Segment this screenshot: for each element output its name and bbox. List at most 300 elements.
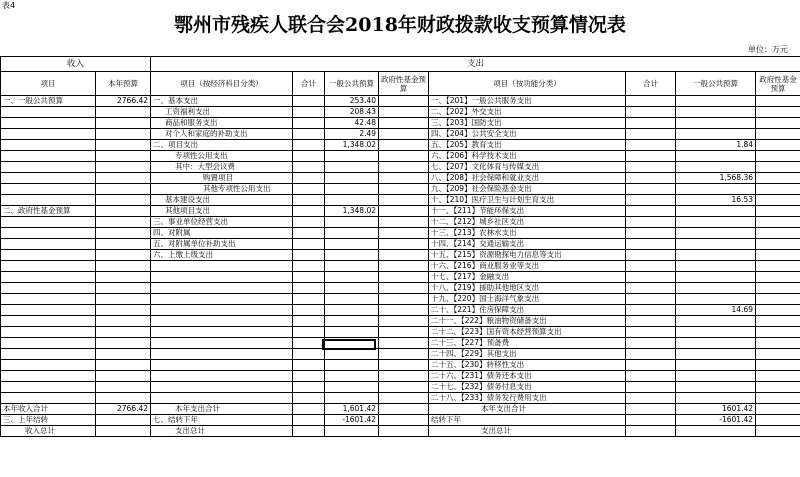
table-cell[interactable] xyxy=(293,316,325,327)
table-cell[interactable]: 2.49 xyxy=(325,129,379,140)
table-cell[interactable]: 十、【210】医疗卫生与计划生育支出 xyxy=(429,195,626,206)
table-cell[interactable] xyxy=(293,261,325,272)
table-cell[interactable] xyxy=(325,316,379,327)
table-cell[interactable] xyxy=(756,338,800,349)
table-cell[interactable] xyxy=(96,360,151,371)
table-cell[interactable]: 16.53 xyxy=(676,195,756,206)
table-cell[interactable] xyxy=(626,327,676,338)
table-cell[interactable] xyxy=(379,96,429,107)
table-cell[interactable] xyxy=(379,107,429,118)
table-cell[interactable]: 十九、【220】国土海洋气象支出 xyxy=(429,294,626,305)
table-cell[interactable] xyxy=(325,283,379,294)
table-cell[interactable] xyxy=(756,107,800,118)
table-cell[interactable] xyxy=(96,305,151,316)
table-cell[interactable] xyxy=(676,217,756,228)
table-cell[interactable] xyxy=(1,107,96,118)
table-cell[interactable] xyxy=(379,239,429,250)
table-cell[interactable] xyxy=(293,349,325,360)
table-cell[interactable] xyxy=(626,250,676,261)
table-cell[interactable] xyxy=(1,239,96,250)
table-cell[interactable] xyxy=(756,327,800,338)
table-cell[interactable] xyxy=(626,239,676,250)
table-cell[interactable]: 十八、【219】援助其他地区支出 xyxy=(429,283,626,294)
table-cell[interactable]: 十六、【216】商业服务业等支出 xyxy=(429,261,626,272)
table-cell[interactable] xyxy=(676,129,756,140)
table-cell[interactable] xyxy=(379,173,429,184)
table-cell[interactable] xyxy=(756,404,800,415)
table-cell[interactable] xyxy=(293,305,325,316)
table-cell[interactable] xyxy=(626,129,676,140)
table-cell[interactable] xyxy=(756,272,800,283)
table-cell[interactable] xyxy=(1,338,96,349)
table-cell[interactable] xyxy=(756,261,800,272)
table-cell[interactable] xyxy=(325,195,379,206)
table-cell[interactable] xyxy=(1,228,96,239)
table-cell[interactable] xyxy=(1,393,96,404)
table-cell[interactable] xyxy=(379,140,429,151)
table-cell[interactable]: 九、【209】社会保险基金支出 xyxy=(429,184,626,195)
table-cell[interactable] xyxy=(151,261,293,272)
table-cell[interactable] xyxy=(1,118,96,129)
table-cell[interactable] xyxy=(676,272,756,283)
table-cell[interactable] xyxy=(151,327,293,338)
table-cell[interactable] xyxy=(325,338,379,349)
table-cell[interactable] xyxy=(756,173,800,184)
table-cell[interactable] xyxy=(293,140,325,151)
table-cell[interactable] xyxy=(151,360,293,371)
table-cell[interactable] xyxy=(756,217,800,228)
table-cell[interactable] xyxy=(676,349,756,360)
table-cell[interactable]: 十三、【213】农林水支出 xyxy=(429,228,626,239)
table-cell[interactable] xyxy=(1,360,96,371)
table-cell[interactable] xyxy=(379,360,429,371)
table-cell[interactable] xyxy=(325,294,379,305)
table-cell[interactable]: 1,601.42 xyxy=(325,404,379,415)
table-cell[interactable] xyxy=(96,217,151,228)
table-cell[interactable] xyxy=(1,184,96,195)
table-cell[interactable] xyxy=(151,305,293,316)
table-cell[interactable]: 四、对附属 xyxy=(151,228,293,239)
table-cell[interactable]: 1,568.36 xyxy=(676,173,756,184)
table-cell[interactable] xyxy=(676,283,756,294)
table-cell[interactable]: 2766.42 xyxy=(96,96,151,107)
table-cell[interactable] xyxy=(379,305,429,316)
table-cell[interactable]: 五、【205】教育支出 xyxy=(429,140,626,151)
table-cell[interactable] xyxy=(96,327,151,338)
table-cell[interactable] xyxy=(626,140,676,151)
table-cell[interactable] xyxy=(293,338,325,349)
table-cell[interactable] xyxy=(626,228,676,239)
table-cell[interactable] xyxy=(325,360,379,371)
table-cell[interactable] xyxy=(676,118,756,129)
table-cell[interactable] xyxy=(96,206,151,217)
table-cell[interactable] xyxy=(379,294,429,305)
table-cell[interactable] xyxy=(96,129,151,140)
table-cell[interactable] xyxy=(96,239,151,250)
table-cell[interactable] xyxy=(676,206,756,217)
table-cell[interactable] xyxy=(756,371,800,382)
table-cell[interactable]: 专项性公用支出 xyxy=(151,151,293,162)
table-cell[interactable] xyxy=(293,162,325,173)
table-cell[interactable] xyxy=(379,228,429,239)
table-cell[interactable] xyxy=(325,162,379,173)
table-cell[interactable] xyxy=(379,118,429,129)
table-cell[interactable] xyxy=(1,250,96,261)
table-cell[interactable] xyxy=(379,261,429,272)
table-cell[interactable] xyxy=(626,393,676,404)
table-cell[interactable] xyxy=(676,239,756,250)
table-cell[interactable] xyxy=(293,129,325,140)
table-cell[interactable] xyxy=(756,415,800,426)
table-cell[interactable] xyxy=(325,250,379,261)
table-cell[interactable] xyxy=(151,316,293,327)
table-cell[interactable]: 本年支出合计 xyxy=(429,404,626,415)
table-cell[interactable] xyxy=(151,371,293,382)
table-cell[interactable] xyxy=(626,338,676,349)
table-cell[interactable] xyxy=(1,316,96,327)
table-cell[interactable] xyxy=(325,371,379,382)
table-cell[interactable]: 一、【201】一般公共服务支出 xyxy=(429,96,626,107)
table-cell[interactable]: 支出总计 xyxy=(151,426,293,437)
table-cell[interactable]: 本年支出合计 xyxy=(151,404,293,415)
table-cell[interactable]: 1,348.02 xyxy=(325,206,379,217)
table-cell[interactable] xyxy=(379,327,429,338)
table-cell[interactable] xyxy=(1,305,96,316)
table-cell[interactable] xyxy=(1,272,96,283)
table-cell[interactable]: 三、事业单位经营支出 xyxy=(151,217,293,228)
table-cell[interactable] xyxy=(756,162,800,173)
table-cell[interactable] xyxy=(293,327,325,338)
table-cell[interactable] xyxy=(325,349,379,360)
table-cell[interactable]: 十四、【214】交通运输支出 xyxy=(429,239,626,250)
table-cell[interactable] xyxy=(676,184,756,195)
table-cell[interactable] xyxy=(626,151,676,162)
table-cell[interactable]: 14.69 xyxy=(676,305,756,316)
table-cell[interactable] xyxy=(756,283,800,294)
table-cell[interactable] xyxy=(676,151,756,162)
table-cell[interactable] xyxy=(151,338,293,349)
table-cell[interactable] xyxy=(626,118,676,129)
table-cell[interactable]: 三、【203】国防支出 xyxy=(429,118,626,129)
table-cell[interactable] xyxy=(626,96,676,107)
table-cell[interactable] xyxy=(676,338,756,349)
table-cell[interactable] xyxy=(626,404,676,415)
table-cell[interactable] xyxy=(96,250,151,261)
table-cell[interactable] xyxy=(151,272,293,283)
table-cell[interactable] xyxy=(756,96,800,107)
table-cell[interactable] xyxy=(379,206,429,217)
table-cell[interactable]: 二十、【221】住房保障支出 xyxy=(429,305,626,316)
table-cell[interactable]: 二、【202】外交支出 xyxy=(429,107,626,118)
table-cell[interactable] xyxy=(96,371,151,382)
table-cell[interactable] xyxy=(676,228,756,239)
table-cell[interactable]: 208.43 xyxy=(325,107,379,118)
table-cell[interactable] xyxy=(756,250,800,261)
table-cell[interactable] xyxy=(96,338,151,349)
table-cell[interactable] xyxy=(379,338,429,349)
table-cell[interactable] xyxy=(676,393,756,404)
table-cell[interactable]: 1.84 xyxy=(676,140,756,151)
table-cell[interactable] xyxy=(293,250,325,261)
table-cell[interactable] xyxy=(626,305,676,316)
table-cell[interactable]: 二十六、【231】债务还本支出 xyxy=(429,371,626,382)
table-cell[interactable] xyxy=(96,140,151,151)
table-cell[interactable]: 五、对附属单位补助支出 xyxy=(151,239,293,250)
table-cell[interactable]: 十七、【217】金融支出 xyxy=(429,272,626,283)
table-cell[interactable] xyxy=(1,140,96,151)
table-cell[interactable] xyxy=(676,261,756,272)
table-cell[interactable] xyxy=(293,360,325,371)
table-cell[interactable] xyxy=(325,426,379,437)
table-cell[interactable] xyxy=(1,129,96,140)
table-cell[interactable] xyxy=(379,426,429,437)
table-cell[interactable]: 二十七、【232】债务付息支出 xyxy=(429,382,626,393)
table-cell[interactable] xyxy=(756,360,800,371)
table-cell[interactable] xyxy=(676,327,756,338)
table-cell[interactable] xyxy=(96,426,151,437)
table-cell[interactable] xyxy=(626,261,676,272)
table-cell[interactable] xyxy=(1,261,96,272)
table-cell[interactable] xyxy=(379,184,429,195)
table-cell[interactable] xyxy=(1,151,96,162)
table-cell[interactable] xyxy=(293,195,325,206)
table-cell[interactable] xyxy=(626,349,676,360)
table-cell[interactable] xyxy=(626,283,676,294)
table-cell[interactable]: 七、【207】文化体育与传媒支出 xyxy=(429,162,626,173)
table-cell[interactable] xyxy=(325,393,379,404)
table-cell[interactable] xyxy=(379,217,429,228)
table-cell[interactable] xyxy=(96,118,151,129)
table-cell[interactable]: 四、【204】公共安全支出 xyxy=(429,129,626,140)
table-cell[interactable] xyxy=(676,107,756,118)
table-cell[interactable]: 十五、【215】资源勘探电力信息等支出 xyxy=(429,250,626,261)
table-cell[interactable] xyxy=(293,184,325,195)
table-cell[interactable] xyxy=(626,294,676,305)
table-cell[interactable]: 一、基本支出 xyxy=(151,96,293,107)
table-cell[interactable] xyxy=(96,272,151,283)
table-cell[interactable] xyxy=(756,118,800,129)
table-cell[interactable] xyxy=(626,195,676,206)
table-cell[interactable] xyxy=(325,272,379,283)
table-cell[interactable] xyxy=(626,360,676,371)
table-cell[interactable] xyxy=(1,283,96,294)
table-cell[interactable]: 结转下年 xyxy=(429,415,626,426)
table-cell[interactable] xyxy=(756,184,800,195)
table-cell[interactable] xyxy=(1,294,96,305)
table-cell[interactable]: 基本建设支出 xyxy=(151,195,293,206)
table-cell[interactable]: 其他项目支出 xyxy=(151,206,293,217)
table-cell[interactable]: 二十四、【229】其他支出 xyxy=(429,349,626,360)
table-cell[interactable] xyxy=(626,382,676,393)
table-cell[interactable]: 支出总计 xyxy=(429,426,626,437)
table-cell[interactable]: 1,348.02 xyxy=(325,140,379,151)
table-cell[interactable] xyxy=(1,371,96,382)
table-cell[interactable] xyxy=(626,184,676,195)
table-cell[interactable]: 1601.42 xyxy=(676,404,756,415)
table-cell[interactable] xyxy=(96,184,151,195)
table-cell[interactable] xyxy=(756,151,800,162)
table-cell[interactable] xyxy=(96,415,151,426)
table-cell[interactable] xyxy=(676,426,756,437)
table-cell[interactable] xyxy=(325,151,379,162)
table-cell[interactable] xyxy=(325,382,379,393)
table-cell[interactable] xyxy=(96,261,151,272)
table-cell[interactable] xyxy=(325,239,379,250)
table-cell[interactable] xyxy=(756,195,800,206)
table-cell[interactable]: 七、结转下年 xyxy=(151,415,293,426)
table-cell[interactable]: 其中：大型会议费 xyxy=(151,162,293,173)
table-cell[interactable] xyxy=(151,393,293,404)
table-cell[interactable] xyxy=(379,316,429,327)
table-cell[interactable] xyxy=(676,382,756,393)
table-cell[interactable] xyxy=(325,228,379,239)
table-cell[interactable] xyxy=(756,382,800,393)
table-cell[interactable]: 二、项目支出 xyxy=(151,140,293,151)
table-cell[interactable] xyxy=(676,294,756,305)
table-cell[interactable] xyxy=(293,283,325,294)
table-cell[interactable] xyxy=(96,349,151,360)
table-cell[interactable] xyxy=(293,272,325,283)
table-cell[interactable] xyxy=(756,294,800,305)
table-cell[interactable] xyxy=(96,173,151,184)
table-cell[interactable] xyxy=(676,96,756,107)
table-cell[interactable] xyxy=(96,151,151,162)
table-cell[interactable] xyxy=(293,206,325,217)
table-cell[interactable] xyxy=(96,283,151,294)
table-cell[interactable] xyxy=(626,415,676,426)
table-cell[interactable] xyxy=(379,371,429,382)
table-cell[interactable] xyxy=(626,206,676,217)
table-cell[interactable]: -1601.42 xyxy=(676,415,756,426)
table-cell[interactable]: 商品和服务支出 xyxy=(151,118,293,129)
table-cell[interactable] xyxy=(325,173,379,184)
table-cell[interactable] xyxy=(96,195,151,206)
table-cell[interactable] xyxy=(756,426,800,437)
table-cell[interactable] xyxy=(96,393,151,404)
table-cell[interactable] xyxy=(325,305,379,316)
table-cell[interactable]: 购置项目 xyxy=(151,173,293,184)
table-cell[interactable] xyxy=(96,382,151,393)
table-cell[interactable] xyxy=(626,217,676,228)
table-cell[interactable] xyxy=(626,162,676,173)
table-cell[interactable] xyxy=(325,261,379,272)
table-cell[interactable] xyxy=(293,96,325,107)
table-cell[interactable] xyxy=(379,162,429,173)
table-cell[interactable]: 六、【206】科学技术支出 xyxy=(429,151,626,162)
table-cell[interactable] xyxy=(676,371,756,382)
table-cell[interactable]: 253.40 xyxy=(325,96,379,107)
table-cell[interactable] xyxy=(151,283,293,294)
table-cell[interactable] xyxy=(379,250,429,261)
table-cell[interactable] xyxy=(676,360,756,371)
table-cell[interactable] xyxy=(151,349,293,360)
table-cell[interactable] xyxy=(756,349,800,360)
table-cell[interactable] xyxy=(676,162,756,173)
table-cell[interactable] xyxy=(96,162,151,173)
table-cell[interactable] xyxy=(325,327,379,338)
table-cell[interactable] xyxy=(96,228,151,239)
table-cell[interactable]: 一、一般公共预算 xyxy=(1,96,96,107)
table-cell[interactable] xyxy=(756,239,800,250)
table-cell[interactable] xyxy=(379,272,429,283)
table-cell[interactable] xyxy=(756,305,800,316)
table-cell[interactable] xyxy=(293,151,325,162)
table-cell[interactable] xyxy=(293,294,325,305)
table-cell[interactable] xyxy=(293,426,325,437)
table-cell[interactable] xyxy=(379,404,429,415)
table-cell[interactable] xyxy=(756,140,800,151)
table-cell[interactable] xyxy=(293,118,325,129)
table-cell[interactable]: 八、【208】社会保障和就业支出 xyxy=(429,173,626,184)
table-cell[interactable] xyxy=(676,316,756,327)
table-cell[interactable] xyxy=(756,393,800,404)
table-cell[interactable] xyxy=(293,239,325,250)
table-cell[interactable] xyxy=(379,415,429,426)
table-cell[interactable] xyxy=(756,129,800,140)
table-cell[interactable] xyxy=(676,250,756,261)
table-cell[interactable]: 工资福利支出 xyxy=(151,107,293,118)
table-cell[interactable]: 十一、【211】节能环保支出 xyxy=(429,206,626,217)
table-cell[interactable] xyxy=(1,382,96,393)
table-cell[interactable] xyxy=(756,316,800,327)
table-cell[interactable]: 对个人和家庭的补助支出 xyxy=(151,129,293,140)
table-cell[interactable] xyxy=(96,316,151,327)
table-cell[interactable] xyxy=(379,393,429,404)
table-cell[interactable] xyxy=(1,195,96,206)
table-cell[interactable] xyxy=(756,228,800,239)
table-cell[interactable]: 二十五、【230】转移性支出 xyxy=(429,360,626,371)
table-cell[interactable] xyxy=(1,217,96,228)
table-cell[interactable] xyxy=(626,107,676,118)
table-cell[interactable] xyxy=(626,371,676,382)
table-cell[interactable] xyxy=(293,107,325,118)
table-cell[interactable] xyxy=(379,195,429,206)
table-cell[interactable] xyxy=(1,162,96,173)
table-cell[interactable] xyxy=(756,206,800,217)
table-cell[interactable]: 2766.42 xyxy=(96,404,151,415)
table-cell[interactable]: 42.48 xyxy=(325,118,379,129)
table-cell[interactable] xyxy=(293,217,325,228)
table-cell[interactable]: 二十二、【223】国有资本经营预算支出 xyxy=(429,327,626,338)
table-cell[interactable] xyxy=(1,173,96,184)
table-cell[interactable] xyxy=(293,393,325,404)
table-cell[interactable] xyxy=(293,371,325,382)
table-cell[interactable]: 收入总计 xyxy=(1,426,96,437)
table-cell[interactable]: 本年收入合计 xyxy=(1,404,96,415)
table-cell[interactable] xyxy=(379,382,429,393)
table-cell[interactable] xyxy=(379,283,429,294)
table-cell[interactable]: 二十三、【227】预备费 xyxy=(429,338,626,349)
table-cell[interactable] xyxy=(1,327,96,338)
table-cell[interactable] xyxy=(293,382,325,393)
table-cell[interactable] xyxy=(379,151,429,162)
table-cell[interactable] xyxy=(151,294,293,305)
table-cell[interactable]: 六、上缴上级支出 xyxy=(151,250,293,261)
table-cell[interactable] xyxy=(325,217,379,228)
table-cell[interactable] xyxy=(379,349,429,360)
table-cell[interactable]: 十二、【212】城乡社区支出 xyxy=(429,217,626,228)
table-cell[interactable] xyxy=(151,382,293,393)
table-cell[interactable]: 二十八、【233】债务发行费用支出 xyxy=(429,393,626,404)
table-cell[interactable] xyxy=(1,349,96,360)
table-cell[interactable] xyxy=(293,173,325,184)
table-cell[interactable] xyxy=(325,184,379,195)
table-cell[interactable] xyxy=(293,415,325,426)
table-cell[interactable] xyxy=(293,404,325,415)
table-cell[interactable] xyxy=(96,294,151,305)
table-cell[interactable] xyxy=(626,173,676,184)
table-cell[interactable] xyxy=(626,316,676,327)
